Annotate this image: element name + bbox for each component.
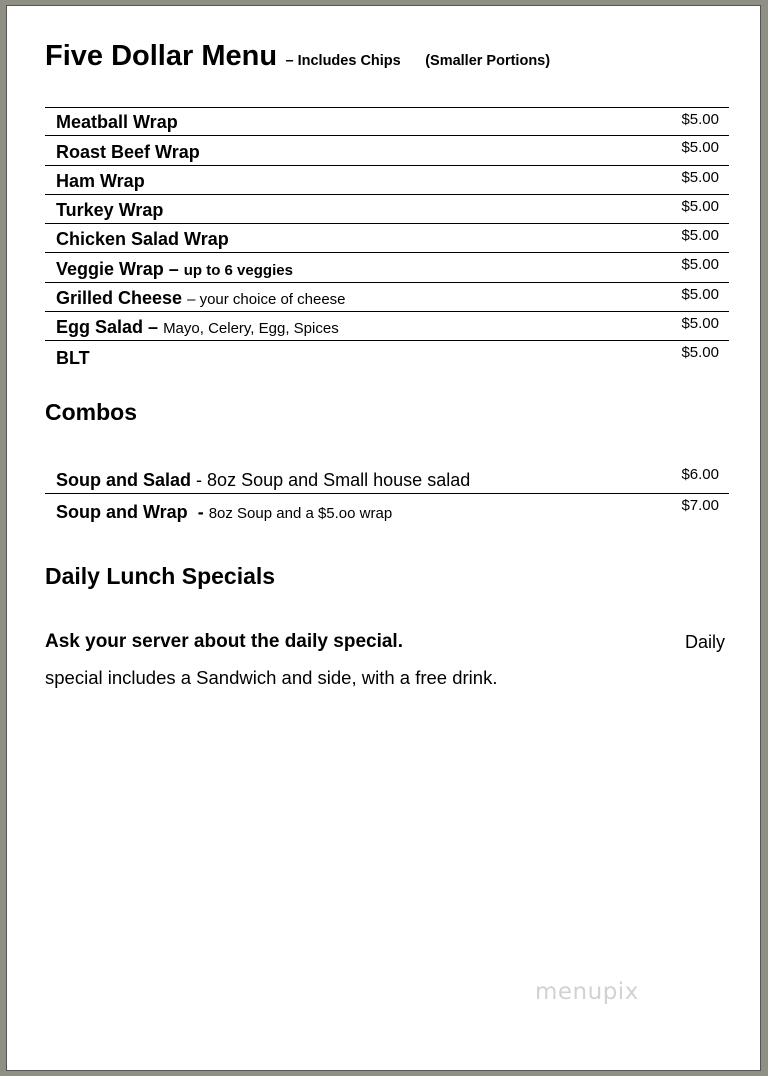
menu-item-row xyxy=(45,195,729,224)
item-name: Meatball Wrap xyxy=(56,112,178,133)
combos-list xyxy=(45,463,729,525)
combo-row xyxy=(45,494,729,525)
combo-row xyxy=(45,463,729,494)
item-name: Turkey Wrap xyxy=(56,200,164,221)
menupix-watermark: menupix xyxy=(535,979,639,1005)
item-price: $5.00 xyxy=(681,256,719,274)
item-description: up to 6 veggies xyxy=(183,261,293,279)
item-description: – your choice of cheese xyxy=(187,291,346,309)
combo-name: Soup and Wrap xyxy=(56,502,188,522)
menu-item-row xyxy=(45,312,729,341)
menu-item-row xyxy=(45,341,729,370)
daily-specials-heading: Daily Lunch Specials xyxy=(45,563,276,589)
item-name: Grilled Cheese xyxy=(56,288,183,309)
menu-item-row xyxy=(45,253,729,282)
menu-page xyxy=(6,5,761,1071)
menu-item-row xyxy=(45,283,729,312)
menu-title: Five Dollar Menu xyxy=(45,40,278,72)
item-price: $5.00 xyxy=(681,197,719,215)
combo-separator: - xyxy=(197,502,204,522)
item-price: $5.00 xyxy=(681,168,719,186)
item-name: Roast Beef Wrap xyxy=(56,141,200,162)
menu-item-row xyxy=(45,107,729,136)
smaller-portions-note: (Smaller Portions) xyxy=(425,53,551,69)
item-price: $5.00 xyxy=(681,344,719,362)
daily-special-ask-line xyxy=(45,631,725,653)
item-price: $5.00 xyxy=(681,111,719,128)
item-name: Egg Salad – xyxy=(56,317,159,338)
item-price: $5.00 xyxy=(681,139,719,157)
combo-description: - 8oz Soup and Small house salad xyxy=(196,470,471,490)
menu-item-row xyxy=(45,224,729,253)
combo-name: Soup and Salad xyxy=(56,470,192,490)
combo-price: $6.00 xyxy=(681,466,719,483)
includes-chips-note: – Includes Chips xyxy=(285,53,401,69)
item-price: $5.00 xyxy=(681,315,719,333)
item-name: Ham Wrap xyxy=(56,170,145,191)
five-dollar-menu-list xyxy=(45,107,729,371)
combo-price: $7.00 xyxy=(681,497,719,514)
item-price: $5.00 xyxy=(681,285,719,303)
daily-special-details: special includes a Sandwich and side, with a free drink. xyxy=(45,667,498,688)
item-description: Mayo, Celery, Egg, Spices xyxy=(163,320,339,338)
item-name: BLT xyxy=(56,347,90,368)
daily-special-ask: Ask your server about the daily special. xyxy=(45,631,403,652)
combos-heading: Combos xyxy=(45,399,137,425)
item-name: Chicken Salad Wrap xyxy=(56,229,229,250)
menu-title-line xyxy=(45,40,550,73)
menu-item-row xyxy=(45,166,729,195)
daily-word: Daily xyxy=(684,632,725,652)
item-name: Veggie Wrap – xyxy=(56,258,179,279)
menu-item-row xyxy=(45,136,729,165)
item-price: $5.00 xyxy=(681,227,719,245)
combo-description: 8oz Soup and a $5.oo wrap xyxy=(208,505,393,522)
